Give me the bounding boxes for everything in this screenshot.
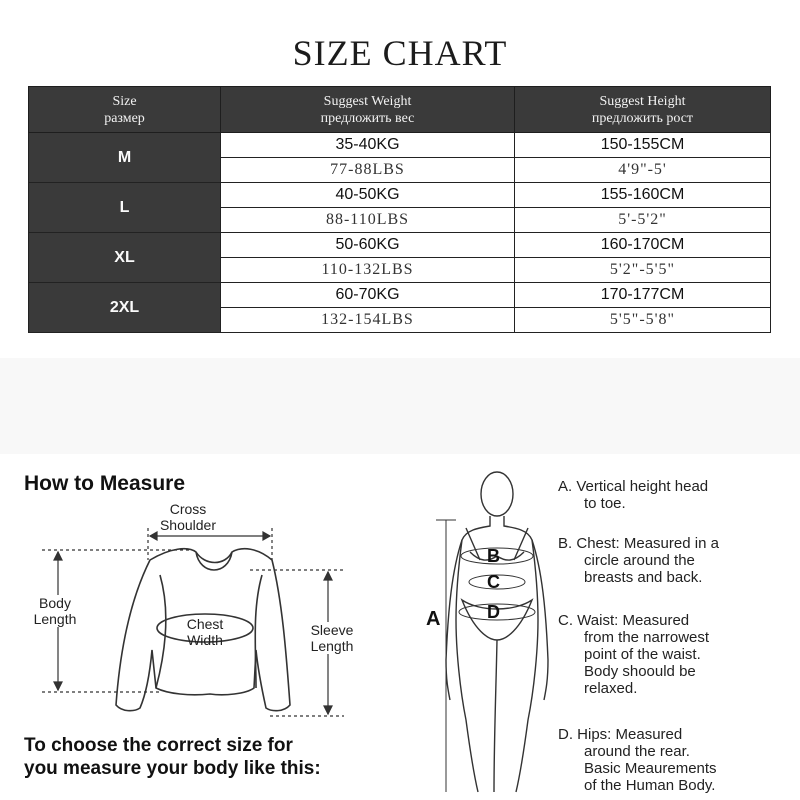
measure-item-line: Vertical height head [576, 478, 709, 495]
header-size-ru: размер [104, 110, 145, 126]
measure-item-d [558, 726, 788, 794]
height-cm-cell: 155-160CM [515, 183, 771, 208]
size-cell: M [29, 133, 221, 183]
how-to-measure-heading: How to Measure [24, 472, 186, 495]
body-length-label-line: Body [39, 595, 71, 611]
header-weight-ru: предложить вес [320, 110, 415, 126]
measure-item-line: Body shoould be [584, 663, 696, 680]
choose-size-line: To choose the correct size for [24, 735, 293, 756]
human-body-drawing [446, 472, 548, 792]
weight-lbs-cell: 77-88LBS [221, 158, 515, 183]
sleeve-length-label-line: Length [310, 638, 354, 654]
header-weight-en: Suggest Weight [323, 93, 412, 109]
cross-shoulder-label-line: Cross [169, 501, 207, 517]
measure-item-line: Basic Meaurements [584, 760, 717, 777]
sleeve-length-label-line: Sleeve [310, 622, 354, 638]
height-ft-cell: 4'9"-5' [515, 158, 771, 183]
measure-item-line: point of the waist. [584, 646, 701, 663]
size-cell: XL [29, 233, 221, 283]
body-measure-lines [436, 520, 535, 792]
height-ft-cell: 5'5"-5'8" [515, 308, 771, 333]
weight-kg-cell: 50-60KG [221, 233, 515, 258]
measure-item-line: to toe. [584, 495, 626, 512]
choose-size-line: you measure your body like this: [24, 758, 321, 779]
measure-item-b [558, 535, 788, 586]
measure-item-line: Waist: Measured [577, 612, 690, 629]
measure-item-line: around the rear. [584, 743, 690, 760]
measure-item-line: of the Human Body. [584, 777, 716, 794]
weight-kg-cell: 60-70KG [221, 283, 515, 308]
weight-kg-cell: 35-40KG [221, 133, 515, 158]
body-length-label-line: Length [33, 611, 77, 627]
measure-item-line: Hips: Measured [577, 726, 683, 743]
chest-width-label-line: Chest [186, 616, 224, 632]
height-cm-cell: 160-170CM [515, 233, 771, 258]
weight-kg-cell: 40-50KG [221, 183, 515, 208]
measure-item-tag: A. [558, 478, 573, 495]
measure-item-a [558, 478, 788, 512]
choose-size-instruction [24, 734, 321, 780]
chest-width-label-line: Width [187, 632, 223, 648]
measure-item-tag: D. [558, 726, 573, 743]
measure-item-line: from the narrowest [584, 629, 710, 646]
measure-item-tag: B. [558, 535, 573, 552]
weight-lbs-cell: 132-154LBS [221, 308, 515, 333]
header-height-en: Suggest Height [599, 93, 686, 109]
body-label-d: D [487, 602, 500, 622]
weight-lbs-cell: 110-132LBS [221, 258, 515, 283]
size-cell: L [29, 183, 221, 233]
height-ft-cell: 5'-5'2" [515, 208, 771, 233]
measure-item-c [558, 612, 788, 697]
body-length-label [28, 595, 82, 627]
header-size-en: Size [112, 93, 137, 109]
cross-shoulder-label [158, 501, 218, 533]
height-ft-cell: 5'2"-5'5" [515, 258, 771, 283]
size-chart-title: SIZE CHART [292, 33, 508, 73]
height-cm-cell: 170-177CM [515, 283, 771, 308]
weight-lbs-cell: 88-110LBS [221, 208, 515, 233]
body-label-b: B [487, 546, 500, 566]
measure-item-line: Chest: Measured in a [576, 535, 719, 552]
body-label-a: A [426, 608, 441, 630]
cross-shoulder-label-line: Shoulder [159, 517, 217, 533]
body-label-c: C [487, 572, 500, 592]
chest-width-label [170, 616, 240, 648]
measure-item-tag: C. [558, 612, 573, 629]
measure-item-line: breasts and back. [584, 569, 703, 586]
size-cell: 2XL [29, 283, 221, 333]
height-cm-cell: 150-155CM [515, 133, 771, 158]
measure-item-line: circle around the [584, 552, 695, 569]
measure-item-line: relaxed. [584, 680, 638, 697]
sleeve-length-label [302, 622, 362, 654]
header-height-ru: предложить рост [591, 110, 694, 126]
